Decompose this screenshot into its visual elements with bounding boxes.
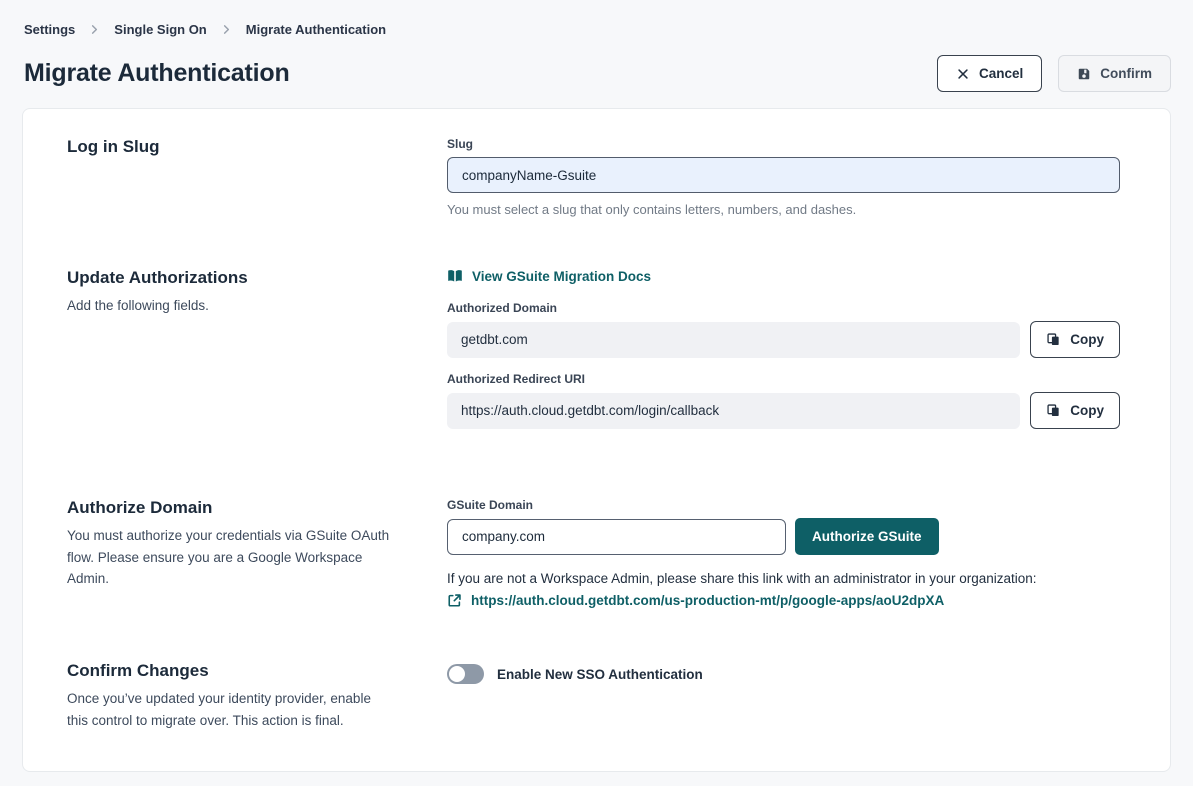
breadcrumb	[22, 22, 1171, 37]
section-confirm-changes	[65, 661, 1120, 731]
book-icon	[447, 268, 463, 284]
section-confirm-changes-right	[447, 661, 1120, 731]
chevron-right-icon	[89, 24, 100, 35]
slug-input[interactable]	[447, 157, 1120, 193]
authorized-domain-value: getdbt.com	[447, 322, 1020, 358]
gsuite-domain-label: GSuite Domain	[447, 498, 534, 512]
breadcrumb-single-sign-on[interactable]: Single Sign On	[114, 22, 207, 37]
section-update-authorizations-left	[65, 268, 447, 443]
section-login-slug	[65, 137, 1120, 217]
copy-authorized-domain-button[interactable]	[1030, 321, 1120, 358]
chevron-right-icon	[221, 24, 232, 35]
copy-button-label: Copy	[1070, 332, 1104, 347]
authorized-domain-label: Authorized Domain	[447, 301, 557, 315]
cancel-button[interactable]	[937, 55, 1042, 92]
section-heading: Confirm Changes	[67, 661, 209, 680]
external-link-icon	[447, 593, 462, 608]
x-icon	[956, 67, 970, 81]
section-login-slug-right	[447, 137, 1120, 217]
copy-icon	[1046, 332, 1061, 347]
enable-sso-toggle-label: Enable New SSO Authentication	[497, 666, 703, 682]
enable-sso-toggle[interactable]	[447, 664, 484, 684]
section-description: Add the following fields.	[67, 298, 209, 313]
gsuite-migration-docs-link-label: View GSuite Migration Docs	[472, 268, 652, 284]
authorized-redirect-uri-value: https://auth.cloud.getdbt.com/login/callback	[447, 393, 1020, 429]
slug-label: Slug	[447, 137, 473, 151]
section-heading: Update Authorizations	[67, 268, 248, 287]
admin-share-link[interactable]	[447, 593, 944, 608]
section-heading: Authorize Domain	[67, 498, 213, 517]
save-icon	[1077, 67, 1091, 81]
copy-redirect-uri-button[interactable]	[1030, 392, 1120, 429]
admin-share-link-label: https://auth.cloud.getdbt.com/us-production-mt/p/google-apps/aoU2dpXA	[471, 593, 945, 608]
section-description: Once you’ve updated your identity provider, enable this control to migrate over. This action is final.	[67, 691, 371, 728]
section-update-authorizations	[65, 268, 1120, 443]
gsuite-domain-row	[447, 518, 1120, 555]
breadcrumb-settings[interactable]: Settings	[24, 22, 76, 37]
section-authorize-domain	[65, 498, 1120, 613]
section-authorize-domain-right	[447, 498, 1120, 613]
section-heading: Log in Slug	[67, 137, 160, 156]
section-authorize-domain-left	[65, 498, 447, 613]
page-header	[22, 55, 1171, 92]
settings-card	[22, 108, 1171, 772]
section-login-slug-left	[65, 137, 447, 217]
sso-toggle-row	[447, 661, 1120, 684]
authorized-domain-row	[447, 321, 1120, 358]
gsuite-migration-docs-link[interactable]	[447, 268, 651, 284]
authorized-redirect-uri-group	[447, 372, 1120, 429]
slug-helper-text: You must select a slug that only contains letters, numbers, and dashes.	[447, 202, 857, 217]
section-update-authorizations-right	[447, 268, 1120, 443]
gsuite-domain-input[interactable]	[447, 519, 786, 555]
header-actions	[937, 55, 1171, 92]
breadcrumb-migrate-authentication: Migrate Authentication	[245, 22, 387, 37]
authorized-redirect-uri-label: Authorized Redirect URI	[447, 372, 586, 386]
authorized-redirect-uri-row	[447, 392, 1120, 429]
authorize-gsuite-button[interactable]: Authorize GSuite	[795, 518, 939, 555]
section-confirm-changes-left	[65, 661, 447, 731]
confirm-button-label: Confirm	[1100, 66, 1152, 81]
confirm-button[interactable]	[1058, 55, 1171, 92]
section-description: You must authorize your credentials via GSuite OAuth flow. Please ensure you are a Google Workspace Admin.	[67, 528, 390, 587]
page-title: Migrate Authentication	[24, 59, 290, 87]
copy-icon	[1046, 403, 1061, 418]
authorized-domain-group	[447, 301, 1120, 358]
copy-button-label: Copy	[1070, 403, 1104, 418]
cancel-button-label: Cancel	[978, 66, 1024, 81]
workspace-admin-note: If you are not a Workspace Admin, please share this link with an administrator in your organization:	[447, 571, 1037, 586]
toggle-knob	[449, 666, 465, 682]
